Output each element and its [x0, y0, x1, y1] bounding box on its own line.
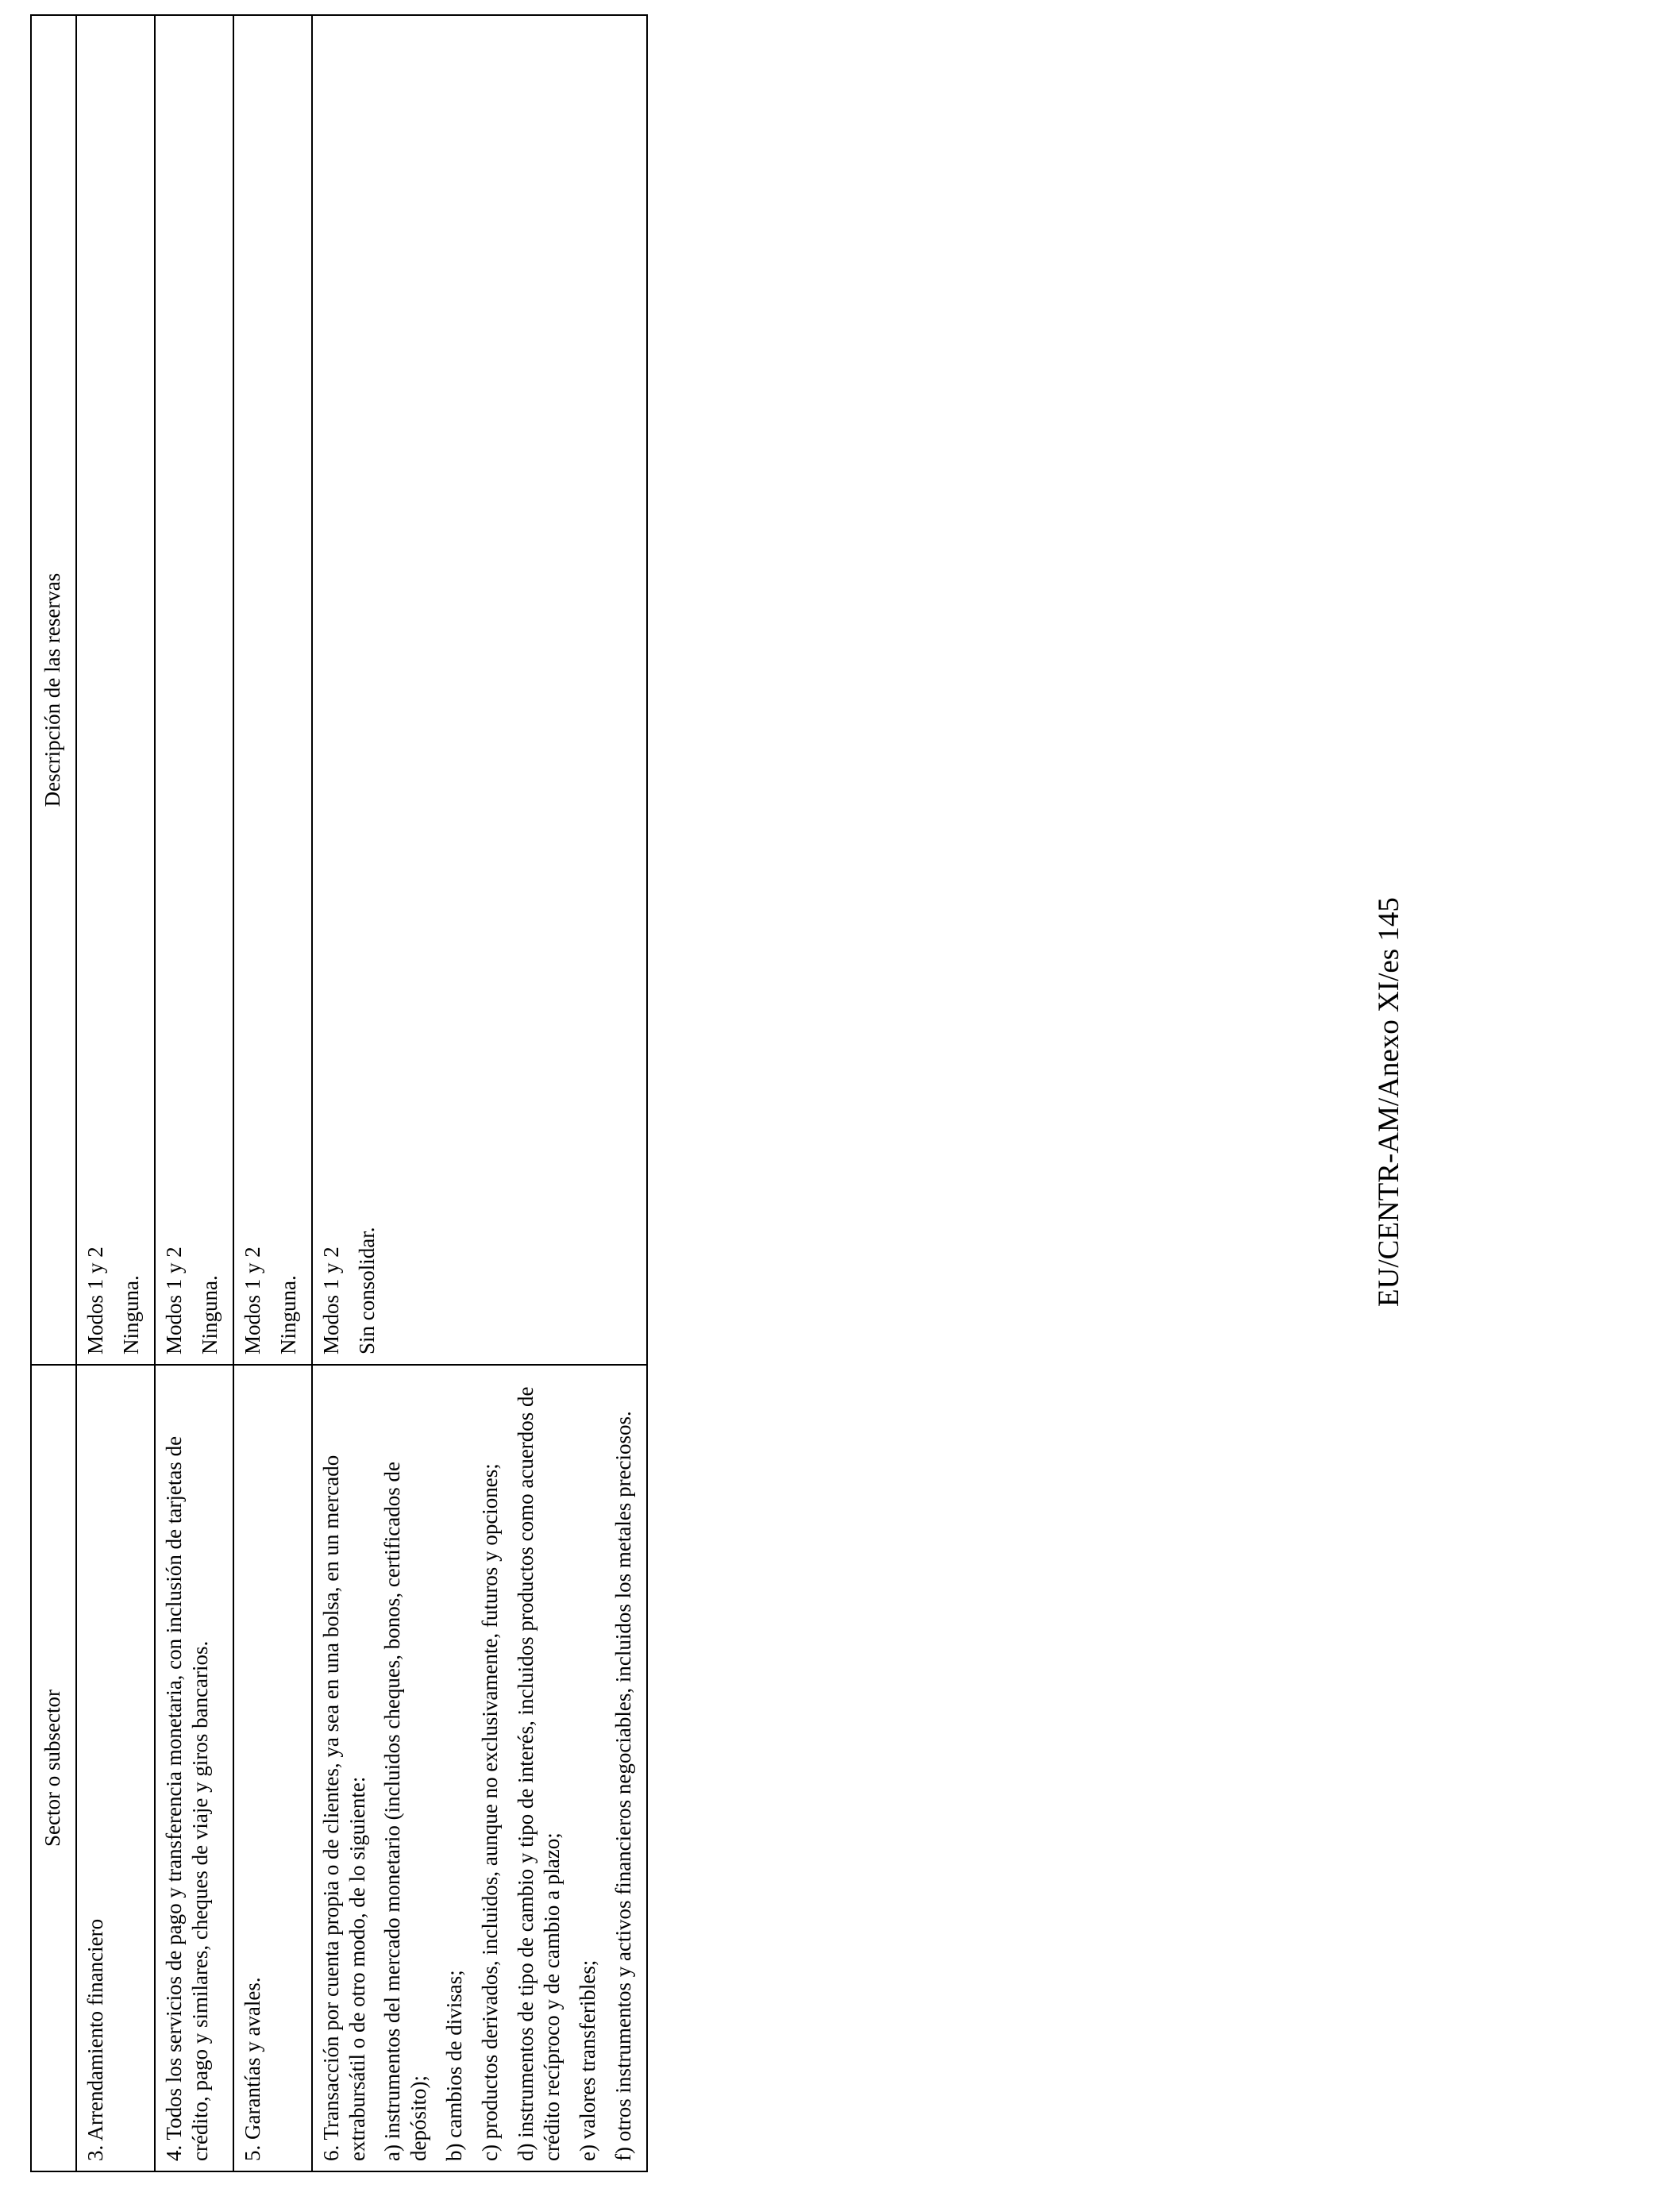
sector-intro: 6. Transacción por cuenta propia o de clientes, ya sea en una bolsa, en un mercado extrabursátil o de otro modo, de lo siguiente: [318, 1455, 369, 2161]
sector-item-c: c) productos derivados, incluidos, aunque no exclusivamente, futuros y opciones; [478, 1463, 503, 2161]
header-sector: Sector o subsector [31, 1365, 76, 2171]
description-mode: Modos 1 y 2 [83, 1246, 107, 1354]
sector-item-d: d) instrumentos de tipo de cambio y tipo de interés, incluidos productos como acuerdos de crédito recíproco y de cambio a plazo; [514, 1386, 564, 2161]
description-text: Ninguna. [197, 1275, 222, 1354]
description-text: Sin consolidar. [354, 1227, 379, 1354]
sector-text: 4. Todos los servicios de pago y transferencia monetaria, con inclusión de tarjetas de crédito, pago y similares, cheques de viaje y giros bancarios. [161, 1435, 212, 2161]
document-reference: EU/CENTR-AM/Anexo XI/es 145 [1373, 897, 1405, 1307]
description-cell [312, 15, 647, 1365]
sector-item-f: f) otros instrumentos y activos financieros negociables, incluidos los metales preciosos. [611, 1411, 635, 2161]
sector-text: 5. Garantías y avales. [240, 1977, 264, 2161]
table-row [233, 15, 312, 2171]
header-description: Descripción de las reservas [31, 15, 76, 1365]
table-header-row [31, 15, 76, 2171]
sector-item-a: a) instrumentos del mercado monetario (incluidos cheques, bonos, certificados de depósito); [380, 1462, 431, 2161]
description-mode: Modos 1 y 2 [318, 1246, 343, 1354]
sector-item-e: e) valores transferibles; [576, 1959, 600, 2161]
sector-cell [312, 1365, 647, 2171]
table-row [312, 15, 647, 2171]
description-mode: Modos 1 y 2 [161, 1246, 186, 1354]
description-text: Ninguna. [276, 1275, 300, 1354]
description-cell [155, 15, 233, 1365]
description-cell [233, 15, 312, 1365]
sector-cell [155, 1365, 233, 2171]
description-mode: Modos 1 y 2 [240, 1246, 264, 1354]
sector-cell [233, 1365, 312, 2171]
sector-cell [76, 1365, 155, 2171]
sector-item-b: b) cambios de divisas; [442, 1970, 467, 2161]
sector-text: 3. Arrendamiento financiero [83, 1918, 107, 2161]
table-row [76, 15, 155, 2171]
table-row [155, 15, 233, 2171]
description-cell [76, 15, 155, 1365]
description-text: Ninguna. [118, 1275, 143, 1354]
reservations-table [30, 14, 648, 2172]
